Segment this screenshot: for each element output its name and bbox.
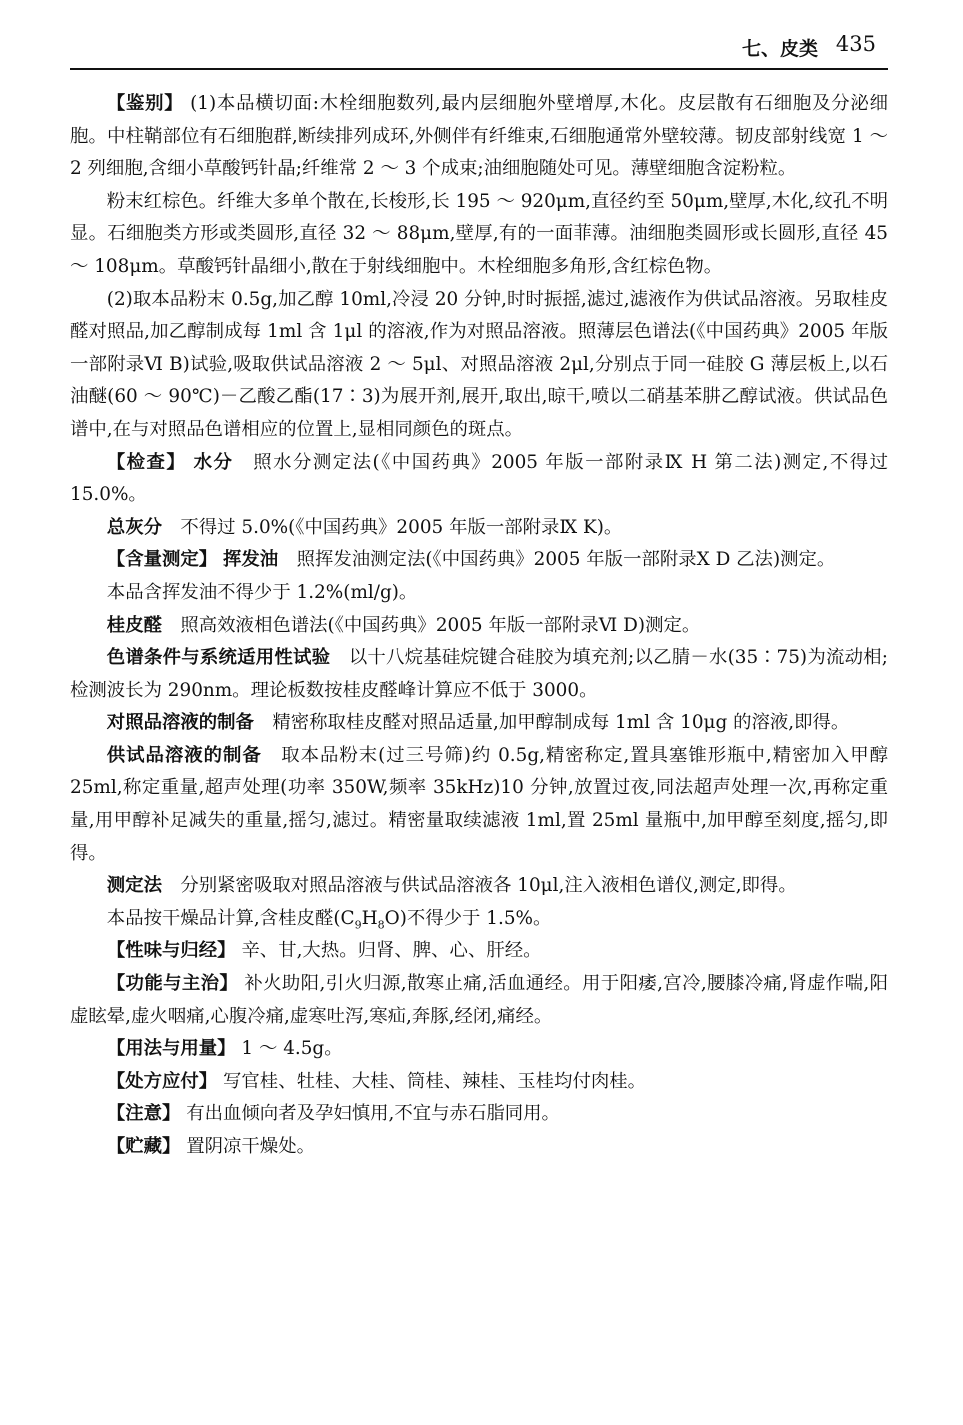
xingwei-paragraph bbox=[70, 935, 888, 968]
method-term: 测定法 bbox=[106, 875, 162, 897]
reference-solution-term: 对照品溶液的制备 bbox=[106, 712, 254, 734]
conditions-text: 以十八烷基硅烷键合硅胶为填充剂;以乙腈－水(35∶75)为流动相;检测波长为 290nm。理论板数按桂皮醛峰计算应不低于 3000。 bbox=[70, 647, 888, 701]
yongfa-text: 1 ～ 4.5g。 bbox=[241, 1038, 343, 1060]
hanliang-paragraph bbox=[70, 544, 888, 577]
water-text: 照水分测定法(《中国药典》2005 年版一部附录Ⅸ H 第二法)测定,不得过 15.0%。 bbox=[70, 451, 888, 506]
sub-8: 8 bbox=[377, 918, 385, 932]
page-body bbox=[70, 88, 888, 1164]
content-req-h: H bbox=[361, 907, 378, 929]
gongneng-paragraph bbox=[70, 968, 888, 1033]
gongneng-label: 【功能与主治】 bbox=[106, 973, 239, 995]
gongneng-text: 补火助阳,引火归源,散寒止痛,活血通经。用于阳痿,宫冷,腰膝冷痛,肾虚作喘,阳虚眩晕,虚火咽痛,心腹冷痛,虚寒吐泻,寒疝,奔豚,经闭,痛经。 bbox=[70, 973, 888, 1027]
zhuyi-paragraph bbox=[70, 1098, 888, 1131]
ash-paragraph bbox=[70, 512, 888, 545]
water-term: 水分 bbox=[193, 451, 234, 473]
zhucang-paragraph bbox=[70, 1131, 888, 1164]
ash-term: 总灰分 bbox=[106, 516, 162, 538]
test-solution-text: 取本品粉末(过三号筛)约 0.5g,精密称定,置具塞锥形瓶中,精密加入甲醇 25ml,称定重量,超声处理(功率 350W,频率 35kHz)10 分钟,放置过夜,同法超声处理一次,再称定重量,用甲醇补足减失的重量,摇匀,滤过。精密量取续滤液 1ml,置 25ml 量瓶中,加甲醇至刻度,摇匀,即得。 bbox=[70, 744, 888, 864]
running-header bbox=[70, 30, 888, 70]
jiancha-label: 【检查】 bbox=[106, 451, 187, 473]
jianbie-text-3: (2)取本品粉末 0.5g,加乙醇 10ml,冷浸 20 分钟,时时振摇,滤过,滤液作为供试品溶液。另取桂皮醛对照品,加乙醇制成每 1ml 含 1μl 的溶液,作为对照品溶液。照薄层色谱法(《中国药典》2005 年版一部附录Ⅵ B)试验,吸取供试品溶液 2 ～ 5μl、对照品溶液 2μl,分别点于同一硅胶 G 薄层板上,以石油醚(60 ～ 90℃)－乙酸乙酯(17∶3)为展开剂,展开,取出,晾干,喷以二硝基苯肼乙醇试液。供试品色谱中,在与对照品色谱相应的位置上,显相同颜色的斑点。 bbox=[70, 288, 888, 440]
zhucang-text: 置阴凉干燥处。 bbox=[186, 1136, 315, 1157]
oil-requirement-text: 本品含挥发油不得少于 1.2%(ml/g)。 bbox=[106, 581, 418, 603]
oil-text: 照挥发油测定法(《中国药典》2005 年版一部附录Ⅹ D 乙法)测定。 bbox=[296, 549, 836, 571]
ash-text: 不得过 5.0%(《中国药典》2005 年版一部附录Ⅸ K)。 bbox=[180, 516, 623, 538]
xingwei-label: 【性味与归经】 bbox=[106, 940, 236, 962]
content-req-a: 本品按干燥品计算,含桂皮醛(C bbox=[106, 907, 355, 929]
jianbie-text-2: 粉末红棕色。纤维大多单个散在,长梭形,长 195 ～ 920μm,直径约至 50μm,壁厚,木化,纹孔不明显。石细胞类方形或类圆形,直径 32 ～ 88μm,壁厚,有的一面菲薄。油细胞类圆形或长圆形,直径 45 ～ 108μm。草酸钙针晶细小,散在于射线细胞中。木栓细胞多角形,含红棕色物。 bbox=[70, 190, 888, 277]
hanliang-label: 【含量测定】 bbox=[106, 549, 218, 571]
sub-9: 9 bbox=[354, 918, 362, 932]
reference-solution-text: 精密称取桂皮醛对照品适量,加甲醇制成每 1ml 含 10μg 的溶液,即得。 bbox=[272, 712, 850, 734]
zhuyi-text: 有出血倾向者及孕妇慎用,不宜与赤石脂同用。 bbox=[186, 1103, 560, 1125]
jiancha-paragraph bbox=[70, 447, 888, 512]
method-text: 分别紧密吸取对照品溶液与供试品溶液各 10μl,注入液相色谱仪,测定,即得。 bbox=[180, 875, 797, 897]
conditions-term: 色谱条件与系统适用性试验 bbox=[106, 647, 331, 669]
xingwei-text: 辛、甘,大热。归肾、脾、心、肝经。 bbox=[241, 940, 542, 962]
yongfa-paragraph bbox=[70, 1033, 888, 1066]
page-number: 435 bbox=[835, 32, 876, 56]
section-title: 七、皮类 bbox=[741, 38, 818, 60]
jianbie-paragraph-1 bbox=[70, 88, 888, 186]
oil-term: 挥发油 bbox=[223, 549, 279, 571]
guipiquan-text: 照高效液相色谱法(《中国药典》2005 年版一部附录Ⅵ D)测定。 bbox=[180, 614, 701, 636]
jianbie-paragraph-2 bbox=[70, 186, 888, 284]
content-req-b: O)不得少于 1.5%。 bbox=[384, 907, 552, 929]
guipiquan-paragraph bbox=[70, 610, 888, 643]
test-solution-term: 供试品溶液的制备 bbox=[106, 744, 262, 766]
chufang-label: 【处方应付】 bbox=[106, 1070, 218, 1092]
jianbie-label: 【鉴别】 bbox=[106, 93, 184, 114]
jianbie-text-1: (1)本品横切面:木栓细胞数列,最内层细胞外壁增厚,木化。皮层散有石细胞及分泌细胞。中柱鞘部位有石细胞群,断续排列成环,外侧伴有纤维束,石细胞通常外壁较薄。韧皮部射线宽 1 ～ 2 列细胞,含细小草酸钙针晶;纤维常 2 ～ 3 个成束;油细胞随处可见。薄壁细胞含淀粉粒。 bbox=[70, 93, 888, 180]
chufang-paragraph bbox=[70, 1066, 888, 1099]
method-paragraph bbox=[70, 870, 888, 903]
jianbie-paragraph-3 bbox=[70, 284, 888, 447]
content-requirement bbox=[70, 903, 888, 936]
chufang-text: 写官桂、牡桂、大桂、筒桂、辣桂、玉桂均付肉桂。 bbox=[223, 1070, 647, 1092]
conditions-paragraph bbox=[70, 642, 888, 707]
zhuyi-label: 【注意】 bbox=[106, 1103, 181, 1125]
test-solution-paragraph bbox=[70, 740, 888, 870]
zhucang-label: 【贮藏】 bbox=[106, 1136, 181, 1157]
reference-solution-paragraph bbox=[70, 707, 888, 740]
yongfa-label: 【用法与用量】 bbox=[106, 1038, 236, 1060]
oil-requirement bbox=[70, 577, 888, 610]
guipiquan-term: 桂皮醛 bbox=[106, 614, 162, 636]
